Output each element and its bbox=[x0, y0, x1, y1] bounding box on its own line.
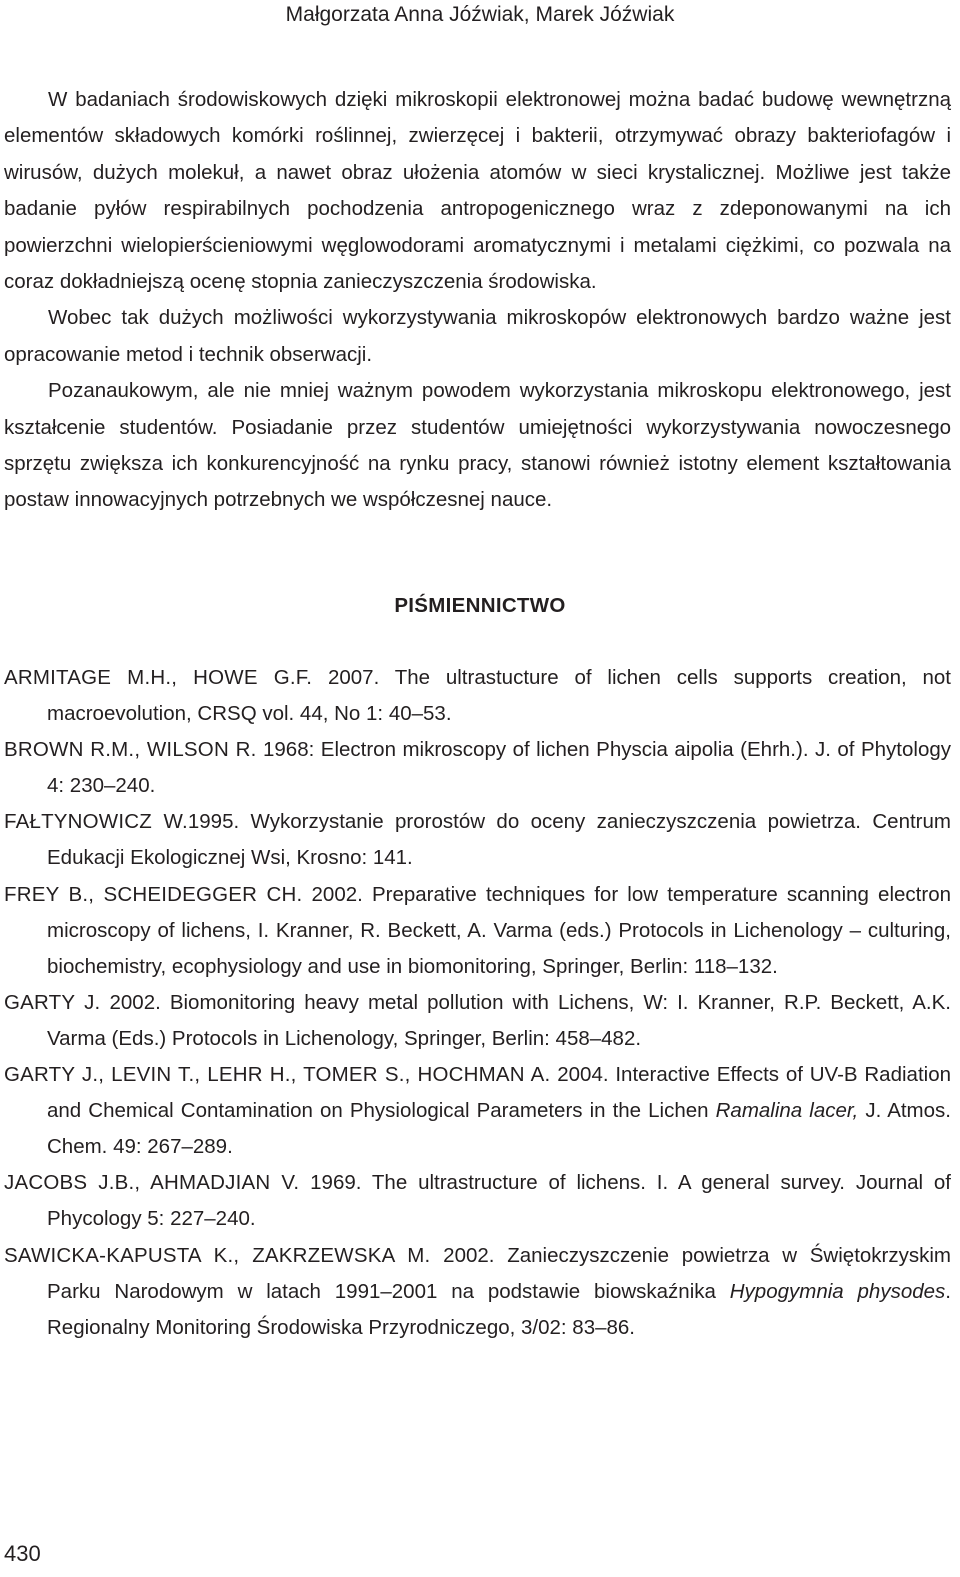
reference-text-end: . Regionalny Monitoring Środowiska Przyrodniczego, 3/02: 83–86. bbox=[47, 1279, 951, 1339]
running-header: Małgorzata Anna Jóźwiak, Marek Jóźwiak bbox=[285, 3, 675, 26]
section-heading: PIŚMIENNICTWO bbox=[394, 594, 566, 617]
paragraph: Wobec tak dużych możliwości wykorzystywania mikroskopów elektronowych bardzo ważne jest opracowanie metod i technik obserwacji. bbox=[4, 306, 951, 366]
reference-text: 2002. Preparative techniques for low temperature scanning electron microscopy of lichens, I. Kranner, R. Beckett, A. Varma (eds.) Protocols in Lichenology – culturing, biochemistry, ecophysiology and use in biomonitoring, Springer, Berlin: 118–132. bbox=[47, 882, 951, 978]
reference-authors: SAWICKA-KAPUSTA K., ZAKRZEWSKA M. bbox=[4, 1243, 431, 1267]
reference-text: 2004. Interactive Effects of UV-B Radiation and Chemical Contamination on Physiological Parameters in the Lichen bbox=[47, 1063, 951, 1123]
reference-item bbox=[4, 732, 951, 804]
species-name: Ramalina lacer, bbox=[715, 1099, 859, 1123]
reference-text: 1968: Electron mikroscopy of lichen Physcia aipolia (Ehrh.). J. of Phytology 4: 230–240. bbox=[47, 738, 951, 798]
reference-text: 1969. The ultrastructure of lichens. I. A general survey. Journal of Phycology 5: 227–240. bbox=[47, 1171, 951, 1231]
reference-authors: GARTY J. bbox=[4, 990, 101, 1014]
reference-authors: GARTY J., LEVIN T., LEHR H., TOMER S., HOCHMAN A. bbox=[4, 1063, 551, 1087]
reference-item bbox=[4, 985, 951, 1057]
reference-authors: FAŁTYNOWICZ W. bbox=[4, 810, 188, 834]
reference-list bbox=[4, 660, 951, 1346]
reference-authors: BROWN R.M., WILSON R. bbox=[4, 738, 257, 762]
reference-item bbox=[4, 804, 951, 876]
reference-item bbox=[4, 660, 951, 732]
reference-text: 1995. Wykorzystanie prorostów do oceny zanieczyszczenia powietrza. Centrum Edukacji Ekologicznej Wsi, Krosno: 141. bbox=[47, 810, 951, 870]
reference-text: 2007. The ultrastucture of lichen cells supports creation, not macroevolution, CRSQ vol. 44, No 1: 40–53. bbox=[47, 666, 951, 726]
reference-item bbox=[4, 1057, 951, 1165]
reference-text: 2002. Zanieczyszczenie powietrza w Świętokrzyskim Parku Narodowym w latach 1991–2001 na podstawie biowskaźnika bbox=[47, 1243, 951, 1303]
reference-authors: FREY B., SCHEIDEGGER CH. bbox=[4, 882, 303, 906]
reference-text: 2002. Biomonitoring heavy metal pollution with Lichens, W: I. Kranner, R.P. Beckett, A.K. Varma (Eds.) Protocols in Lichenology, Springer, Berlin: 458–482. bbox=[47, 990, 951, 1050]
body-text bbox=[4, 82, 951, 519]
reference-item bbox=[4, 877, 951, 985]
reference-authors: JACOBS J.B., AHMADJIAN V. bbox=[4, 1171, 300, 1195]
species-name: Hypogymnia physodes bbox=[729, 1279, 946, 1303]
page-number: 430 bbox=[4, 1541, 41, 1566]
paragraph: W badaniach środowiskowych dzięki mikroskopii elektronowej można badać budowę wewnętrzną elementów składowych komórki roślinnej, zwierzęcej i bakterii, otrzymywać obrazy bakteriofagów i wirusów, dużych molekuł, a nawet obraz ułożenia atomów w sieci krystalicznej. Możliwe jest także badanie pyłów respirabilnych pochodzenia antropogenicznego wraz z zdeponowanymi na ich powierzchni wielopierścieniowymi węglowodorami aromatycznymi i metalami ciężkimi, co pozwala na coraz dokładniejszą ocenę stopnia zanieczyszczenia środowiska. bbox=[4, 88, 951, 294]
reference-authors: ARMITAGE M.H., HOWE G.F. bbox=[4, 666, 313, 689]
reference-item bbox=[4, 1238, 951, 1346]
reference-text-end: J. Atmos. Chem. 49: 267–289. bbox=[47, 1099, 951, 1159]
paragraph: Pozanaukowym, ale nie mniej ważnym powodem wykorzystania mikroskopu elektronowego, jest kształcenie studentów. Posiadanie przez studentów umiejętności wykorzystywania nowoczesnego sprzętu zwiększa ich konkurencyjność na rynku pracy, stanowi również istotny element kształtowania postaw innowacyjnych potrzebnych we współczesnej nauce. bbox=[4, 379, 951, 512]
reference-item bbox=[4, 1165, 951, 1237]
